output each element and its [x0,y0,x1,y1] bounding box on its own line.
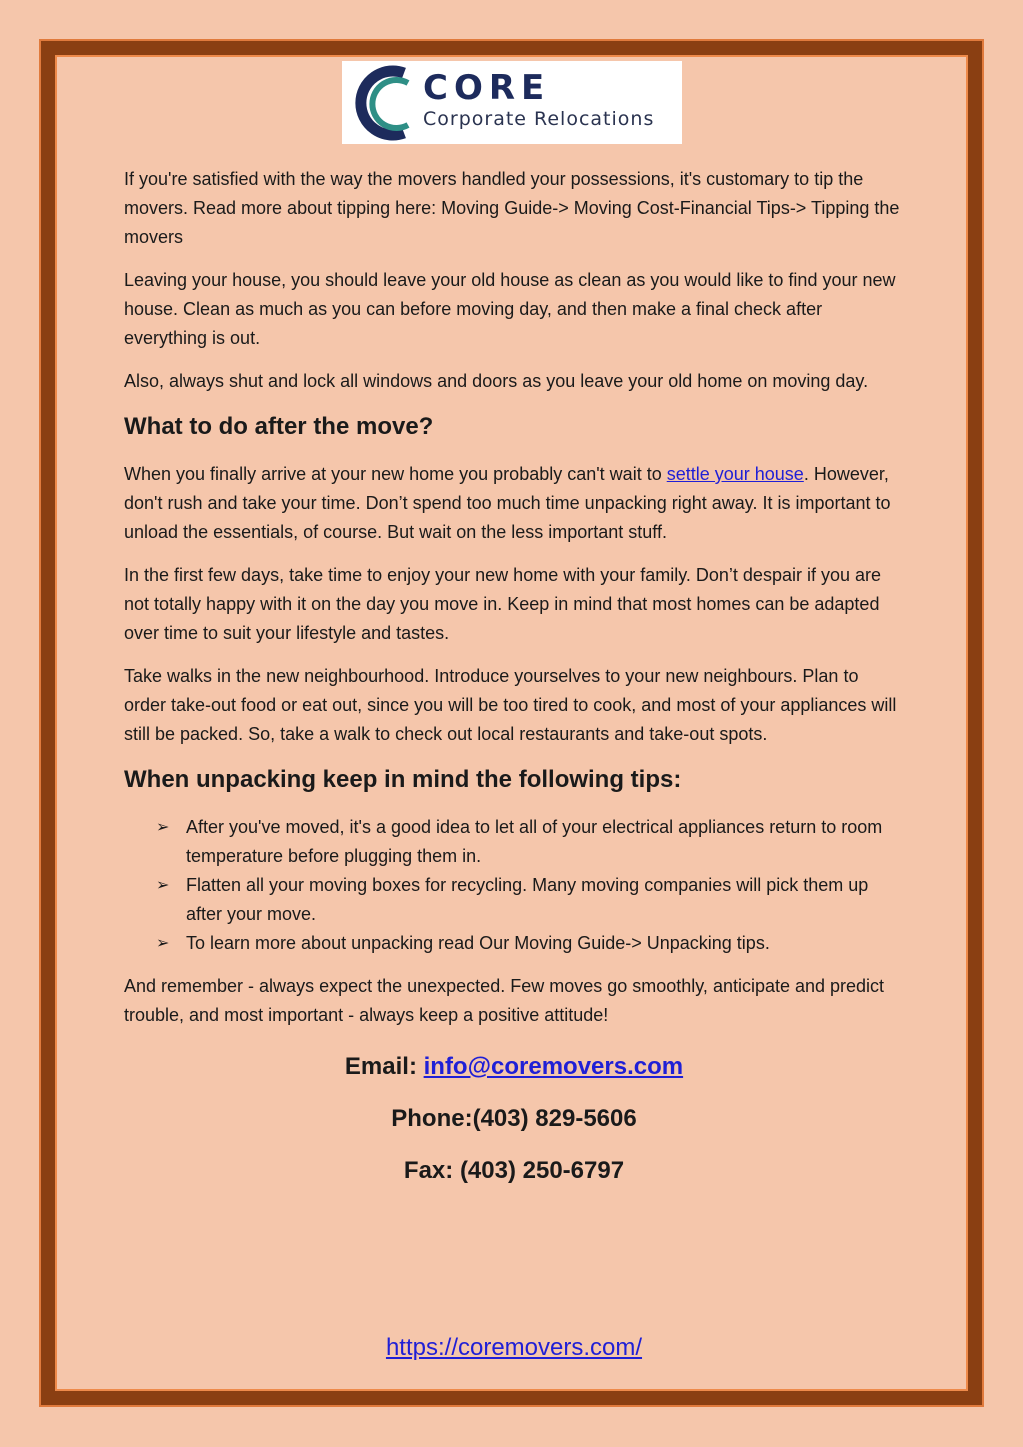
tip-text: Flatten all your moving boxes for recycling. Many moving companies will pick them up after your move. [186,875,869,924]
paragraph-first-days: In the first few days, take time to enjoy your new home with your family. Don’t despair if you are not totally happy with it on the day you move in. Keep in mind that most homes can be adapted over time to suit your lifestyle and tastes. [124,565,882,643]
email-link[interactable]: info@coremovers.com [423,1053,684,1080]
logo-brand-text: CORE [423,68,551,108]
website-footer [124,1333,904,1363]
heading-after-move: What to do after the move? [124,413,434,440]
website-link[interactable]: https://coremovers.com/ [385,1334,643,1361]
tip-text: To learn more about unpacking read Our Moving Guide-> Unpacking tips. [186,933,770,953]
paragraph-lock-doors: Also, always shut and lock all windows and doors as you leave your old home on moving day. [124,371,869,391]
list-item [156,813,904,871]
unpacking-tips-list [124,813,904,958]
arrow-bullet-icon: ➢ [156,935,170,952]
paragraph-arrive-end: . However, don't rush and take your time. Don’t spend too much time unpacking right away. It is important to unload the essentials, of course. But wait on the less important stuff. [124,464,891,542]
paragraph-closing: And remember - always expect the unexpected. Few moves go smoothly, anticipate and predict trouble, and most important - always keep a positive attitude! [124,976,885,1025]
company-logo [342,61,682,144]
paragraph-arrive [124,460,904,547]
list-item [156,929,904,958]
arrow-bullet-icon: ➢ [156,819,170,836]
contact-email [124,1052,904,1082]
document-body [124,165,904,1208]
settle-house-link[interactable]: settle your house [666,464,804,484]
email-label: Email: [344,1053,424,1080]
heading-unpacking-tips: When unpacking keep in mind the following tips: [124,766,682,793]
paragraph-tipping: If you're satisfied with the way the movers handled your possessions, it's customary to tip the movers. Read more about tipping here: Moving Guide-> Moving Cost-Financial Tips-> Tipping the movers [124,169,900,247]
tip-text: After you've moved, it's a good idea to let all of your electrical appliances return to room temperature before plugging them in. [186,817,883,866]
logo-tagline: Corporate Relocations [423,108,655,130]
arrow-bullet-icon: ➢ [156,877,170,894]
list-item [156,871,904,929]
contact-phone: Phone:(403) 829-5606 [391,1105,637,1132]
paragraph-neighbourhood: Take walks in the new neighbourhood. Introduce yourselves to your new neighbours. Plan to order take-out food or eat out, since you will be too tired to cook, and most of your appliances will still be packed. So, take a walk to check out local restaurants and take-out spots. [124,666,897,744]
paragraph-cleaning: Leaving your house, you should leave your old house as clean as you would like to find your new house. Clean as much as you can before moving day, and then make a final check after everything is out. [124,270,896,348]
logo-c-mark-icon [346,65,422,141]
contact-fax: Fax: (403) 250-6797 [403,1157,625,1184]
paragraph-arrive-start: When you finally arrive at your new home you probably can't wait to [124,464,667,484]
